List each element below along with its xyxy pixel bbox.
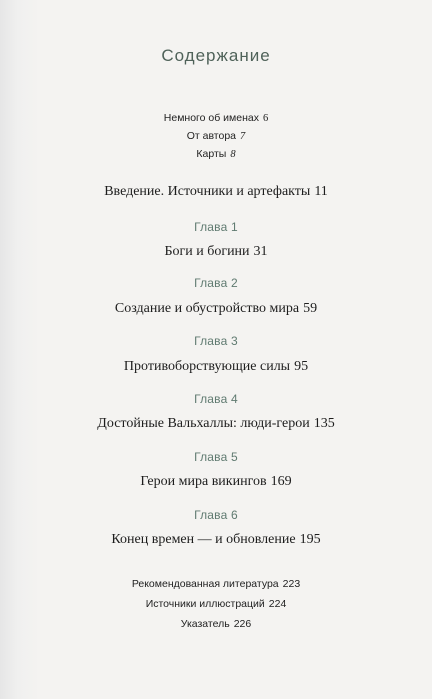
entry-page: 6 (262, 113, 269, 124)
toc-title: Содержание (161, 46, 271, 65)
front-matter-entry (0, 130, 432, 142)
chapter-entry (0, 359, 432, 375)
chapter-label: Глава 3 (194, 334, 238, 348)
entry-page: 11 (314, 184, 328, 199)
entry-page: 135 (313, 416, 335, 431)
entry-label: Источники иллюстраций (145, 598, 265, 610)
chapter-entry (0, 532, 432, 548)
entry-label: Карты (196, 148, 227, 160)
chapter-entry (0, 416, 432, 432)
back-matter-entry (0, 598, 432, 610)
chapter-label: Глава 5 (194, 450, 238, 464)
entry-page: 59 (303, 301, 318, 316)
entry-label: Рекомендованная литература (131, 578, 279, 590)
chapter-entry (0, 244, 432, 260)
entry-page: 224 (268, 598, 287, 610)
chapter-label: Глава 6 (194, 508, 238, 522)
entry-label: Немного об именах (163, 112, 259, 124)
chapter-label: Глава 1 (194, 220, 238, 234)
entry-label: Боги и богини (164, 244, 250, 259)
chapter-label: Глава 2 (194, 276, 238, 290)
entry-label: Достойные Вальхаллы: люди-герои (97, 416, 310, 431)
entry-page: 195 (299, 532, 321, 547)
entry-page: 169 (270, 474, 292, 489)
entry-page: 226 (233, 618, 252, 630)
entry-page: 31 (253, 244, 268, 259)
entry-page: 7 (240, 131, 246, 142)
entry-page: 95 (294, 359, 309, 374)
entry-label: Указатель (180, 618, 230, 630)
entry-label: Противоборствующие силы (123, 359, 291, 374)
entry-page: 8 (230, 149, 236, 160)
entry-page: 223 (282, 578, 301, 590)
entry-label: Введение. Источники и артефакты (104, 184, 311, 199)
entry-label: Герои мира викингов (140, 474, 267, 489)
entry-label: Конец времен — и обновление (111, 532, 296, 547)
front-matter-entry (0, 112, 432, 124)
chapter-entry (0, 301, 432, 317)
entry-label: От автора (186, 130, 237, 142)
intro-entry (0, 184, 432, 200)
chapter-label: Глава 4 (194, 392, 238, 406)
back-matter-entry (0, 618, 432, 630)
front-matter-entry (0, 148, 432, 160)
back-matter-entry (0, 578, 432, 590)
entry-label: Создание и обустройство мира (114, 301, 300, 316)
chapter-entry (0, 474, 432, 490)
